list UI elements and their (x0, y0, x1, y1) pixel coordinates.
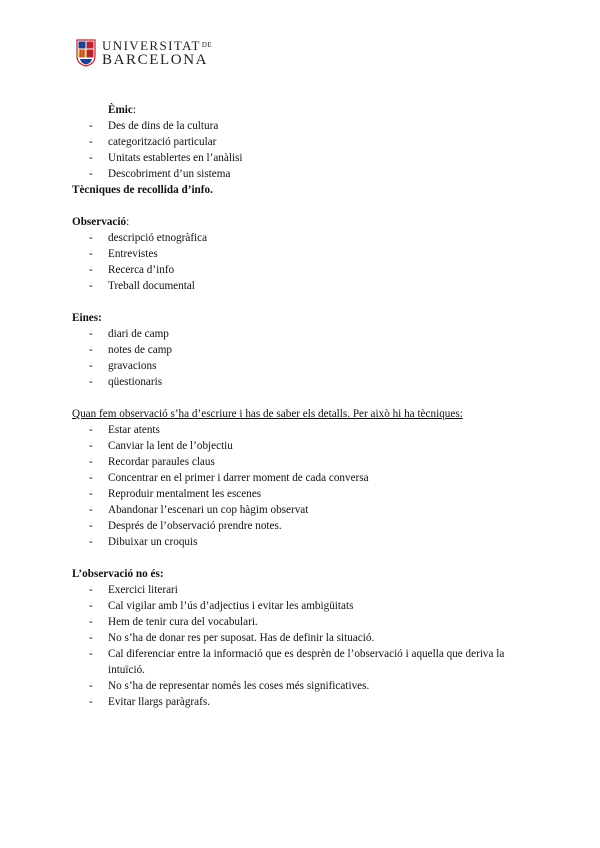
list-item: - Unitats establertes en l’anàlisi (89, 152, 243, 164)
university-shield-icon (76, 39, 96, 67)
observacio-heading: Observació: (72, 216, 130, 228)
list-item: - Concentrar en el primer i darrer moment de cada conversa (89, 472, 369, 484)
list-item: - Recerca d’info (89, 264, 175, 276)
list-item: - Treball documental (89, 280, 195, 292)
list-item: - Canviar la lent de l’objectiu (89, 440, 233, 452)
document-body (72, 102, 532, 710)
list-item: - Cal vigilar amb l’ús d’adjectius i evitar les ambigüitats (89, 600, 354, 612)
list-item: - descripció etnogràfica (89, 232, 208, 244)
tecniques-heading: Tècniques de recollida d’info. (72, 184, 213, 196)
logo-wordmark-line2: BARCELONA (102, 51, 209, 68)
list-item: - Recordar paraules claus (89, 456, 215, 468)
list-item: - Abandonar l’escenari un cop hàgim observat (89, 504, 309, 516)
quan-heading: Quan fem observació s’ha d’escriure i has de saber els detalls. Per això hi ha tècniques: (72, 408, 463, 420)
list-item: - Evitar llargs paràgrafs. (89, 696, 210, 708)
list-item: - Entrevistes (89, 248, 158, 260)
emic-heading: Èmic: (108, 104, 136, 116)
list-item: - Exercici literari (89, 584, 178, 596)
list-item: - Reproduir mentalment les escenes (89, 488, 262, 500)
list-item: - Des de dins de la cultura (89, 120, 219, 132)
list-item: - Cal diferenciar entre la informació que es desprèn de l’observació i aquella que deriva la intuïció. (89, 648, 505, 676)
logo-wordmark-line1: $UNIVERSITAT^{DE}$ (102, 37, 213, 53)
list-item: - qüestionaris (89, 376, 163, 388)
list-item: - notes de camp (89, 344, 172, 356)
list-item: - No s’ha de representar només les coses més significatives. (89, 680, 370, 692)
list-item: - No s’ha de donar res per suposat. Has de definir la situació. (89, 632, 375, 644)
list-item: - Després de l’observació prendre notes. (89, 520, 282, 532)
list-item: - Descobriment d’un sistema (89, 168, 231, 180)
list-item: - diari de camp (89, 328, 169, 340)
list-item: - gravacions (89, 360, 157, 372)
university-logo (76, 38, 212, 68)
no-es-heading: L’observació no és: (72, 568, 164, 580)
list-item: - Hem de tenir cura del vocabulari. (89, 616, 258, 628)
list-item: - categorització particular (89, 136, 217, 148)
list-item: - Estar atents (89, 424, 160, 436)
eines-heading: Eines: (72, 312, 102, 324)
list-item: - Dibuixar un croquis (89, 536, 198, 548)
